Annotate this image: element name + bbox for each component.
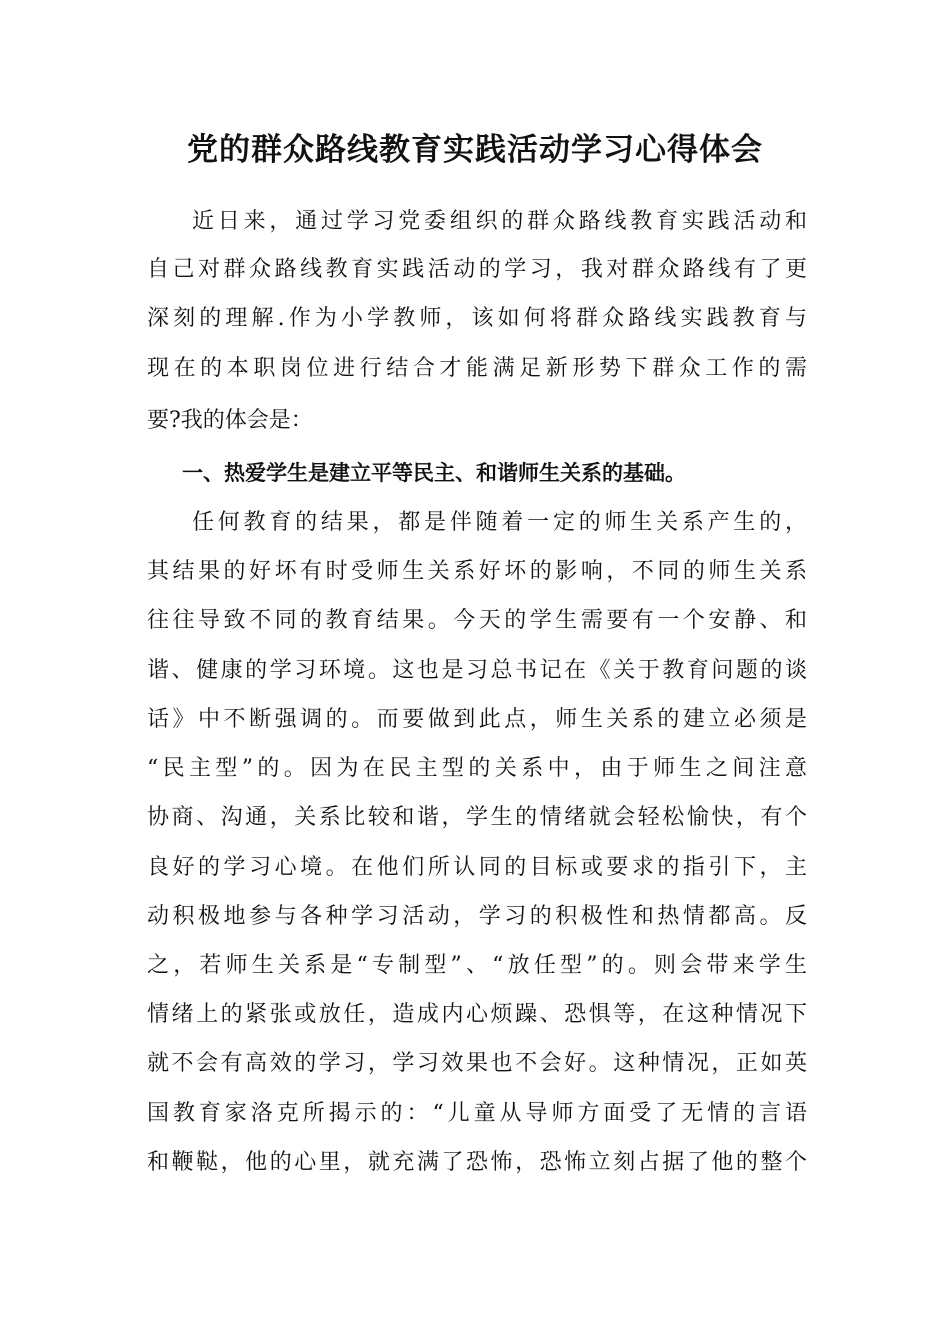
body-line: 谐、健康的学习环境。这也是习总书记在《关于教育问题的谈 (147, 658, 807, 683)
body-line: 情绪上的紧张或放任，造成内心烦躁、恐惧等，在这种情况下 (147, 1002, 807, 1027)
body-line: 往往导致不同的教育结果。今天的学生需要有一个安静、和 (147, 608, 807, 633)
body-line: 良好的学习心境。在他们所认同的目标或要求的指引下，主 (147, 855, 807, 880)
body-line: 国教育家洛克所揭示的：“儿童从导师方面受了无情的言语 (147, 1101, 807, 1126)
document-title: 党的群众路线教育实践活动学习心得体会 (187, 132, 763, 168)
intro-line: 自己对群众路线教育实践活动的学习，我对群众路线有了更 (147, 257, 807, 282)
body-line: 任何教育的结果，都是伴随着一定的师生关系产生的， (192, 510, 807, 535)
body-line: 动积极地参与各种学习活动，学习的积极性和热情都高。反 (147, 904, 807, 929)
intro-line: 深刻的理解.作为小学教师，该如何将群众路线实践教育与 (147, 306, 807, 331)
body-line: 协商、沟通，关系比较和谐，学生的情绪就会轻松愉快，有个 (147, 805, 807, 830)
body-line: 之，若师生关系是“专制型”、“放任型”的。则会带来学生 (147, 953, 807, 978)
section-heading: 一、热爱学生是建立平等民主、和谐师生关系的基础。 (182, 461, 686, 485)
intro-line: 现在的本职岗位进行结合才能满足新形势下群众工作的需 (147, 356, 807, 381)
body-line: “民主型”的。因为在民主型的关系中，由于师生之间注意 (147, 756, 807, 781)
body-line: 就不会有高效的学习，学习效果也不会好。这种情况，正如英 (147, 1051, 807, 1076)
intro-line: 近日来，通过学习党委组织的群众路线教育实践活动和 (192, 209, 807, 234)
body-line: 和鞭鞑，他的心里，就充满了恐怖，恐怖立刻占据了他的整个 (147, 1150, 807, 1175)
body-line: 其结果的好坏有时受师生关系好坏的影响，不同的师生关系 (147, 559, 807, 584)
intro-line: 要?我的体会是： (147, 408, 313, 433)
body-line: 话》中不断强调的。而要做到此点，师生关系的建立必须是 (147, 707, 807, 732)
